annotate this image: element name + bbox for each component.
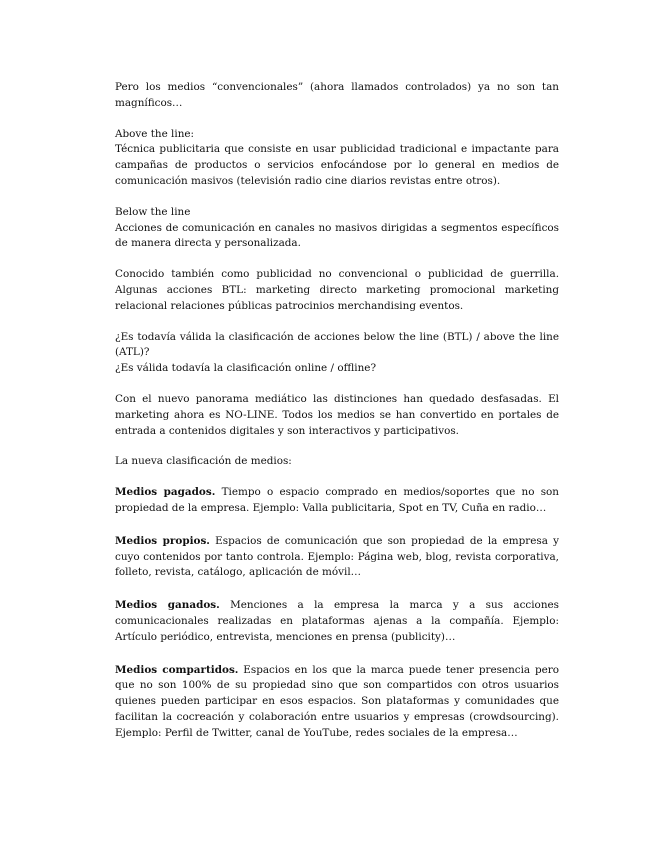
paid-media-title: Medios pagados. xyxy=(115,486,216,499)
new-classification-heading: La nueva clasificación de medios: xyxy=(115,455,292,468)
shared-media-paragraph xyxy=(115,663,559,742)
questions-block xyxy=(115,330,559,377)
paid-media-body: Tiempo o espacio comprado en medios/soportes que no son propiedad de la empresa. Ejemplo: Valla publicitaria, Spot en TV, Cuña en radio… xyxy=(115,486,560,514)
paid-media-paragraph xyxy=(115,485,559,517)
atl-body: Técnica publicitaria que consiste en usar publicidad tradicional e impactante para campañas de productos o servicios enfocándose por lo general en medios de comunicación masivos (televisión radio cine diarios revistas entre otros). xyxy=(115,143,559,187)
shared-media-title: Medios compartidos. xyxy=(115,663,239,676)
noline-paragraph: Con el nuevo panorama mediático las distinciones han quedado desfasadas. El marketing ahora es NO-LINE. Todos los medios se han convertido en portales de entrada a contenidos digitales y son interactivos y participativos. xyxy=(115,392,559,437)
earned-media-title: Medios ganados. xyxy=(115,599,220,612)
btl-section xyxy=(115,205,559,252)
btl-heading: Below the line xyxy=(115,205,191,218)
question-online-offline: ¿Es válida todavía la clasificación online / offline? xyxy=(115,362,377,375)
shared-media-body: Espacios en los que la marca puede tener presencia pero que no son 100% de su propiedad sino que son compartidos con otros usuarios quienes pueden participar en esos espacios. Son plataformas y comunidades que facilitan la cocreación y colaboración entre usuarios y empresas (crowdsourcing). Ejemplo: Perfil de Twitter, canal de YouTube, redes sociales de la empresa… xyxy=(115,663,560,739)
btl-body: Acciones de comunicación en canales no masivos dirigidas a segmentos específicos de manera directa y personalizada. xyxy=(115,221,559,250)
question-atl-btl: ¿Es todavía válida la clasificación de acciones below the line (BTL) / above the line (ATL)? xyxy=(115,330,559,359)
atl-section xyxy=(115,127,559,190)
intro-paragraph: Pero los medios “convencionales” (ahora llamados controlados) ya no son tan magníficos… xyxy=(115,81,559,109)
atl-heading: Above the line: xyxy=(115,127,195,140)
guerrilla-paragraph: Conocido también como publicidad no convencional o publicidad de guerrilla. Algunas acciones BTL: marketing directo marketing promocional marketing relacional relaciones públicas patrocinios merchandising eventos. xyxy=(115,268,559,312)
owned-media-paragraph xyxy=(115,534,559,581)
earned-media-body: Menciones a la empresa la marca y a sus acciones comunicacionales realizadas en plataformas ajenas a la compañía. Ejemplo: Artículo periódico, entrevista, menciones en prensa (publicity)… xyxy=(115,599,559,643)
document-page xyxy=(115,80,559,742)
owned-media-title: Medios propios. xyxy=(115,534,210,547)
earned-media-paragraph xyxy=(115,598,559,645)
owned-media-body: Espacios de comunicación que son propiedad de la empresa y cuyo contenidos por tanto controla. Ejemplo: Página web, blog, revista corporativa, folleto, revista, catálogo, aplicación de móvil… xyxy=(115,534,559,579)
